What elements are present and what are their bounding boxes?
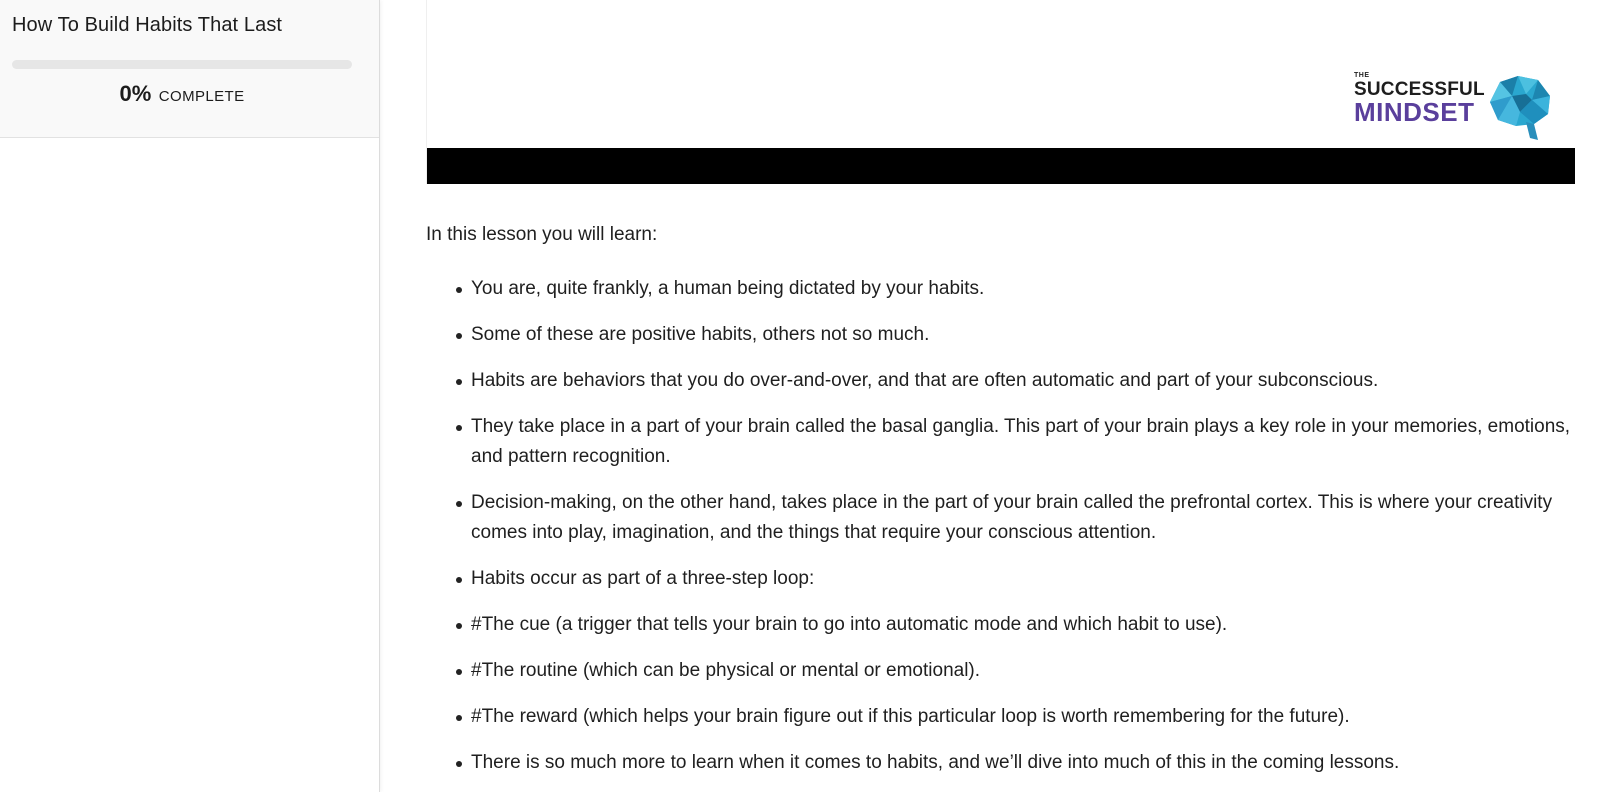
progress-label: [12, 81, 352, 107]
course-progress-header: [0, 0, 379, 138]
banner-black-bar: [427, 148, 1575, 184]
list-item: You are, quite frankly, a human being dictated by your habits.: [426, 274, 1586, 304]
list-item: There is so much more to learn when it comes to habits, and we’ll dive into much of this in the coming lessons.: [426, 748, 1586, 778]
list-item: #The reward (which helps your brain figure out if this particular loop is worth remembering for the future).: [426, 702, 1586, 732]
list-item: #The routine (which can be physical or mental or emotional).: [426, 656, 1586, 686]
list-item: They take place in a part of your brain called the basal ganglia. This part of your brain plays a key role in your memories, emotions, and pattern recognition.: [426, 412, 1586, 472]
list-item: Some of these are positive habits, others not so much.: [426, 320, 1586, 350]
lesson-intro: In this lesson you will learn:: [426, 224, 658, 245]
course-title[interactable]: How To Build Habits That Last: [12, 14, 283, 36]
list-item: Decision-making, on the other hand, takes place in the part of your brain called the prefrontal cortex. This is where your creativity comes into play, imagination, and the things that require your conscious attention.: [426, 488, 1586, 548]
logo-wordmark: [1354, 72, 1484, 125]
brain-icon: [1482, 72, 1554, 142]
list-item: Habits are behaviors that you do over-and-over, and that are often automatic and part of your subconscious.: [426, 366, 1586, 396]
successful-mindset-logo: [1354, 72, 1564, 142]
logo-mindset: MINDSET: [1354, 97, 1475, 127]
logo-successful: SUCCESSFUL: [1354, 79, 1485, 100]
course-sidebar: [0, 0, 380, 792]
logo-the: THE: [1354, 72, 1370, 79]
progress-bar: [12, 60, 352, 69]
lesson-banner: [426, 0, 1574, 184]
progress-percent: 0%: [119, 81, 152, 106]
lesson-content: [426, 0, 1574, 792]
learning-points-list: [426, 274, 1574, 778]
list-item: Habits occur as part of a three-step loop:: [426, 564, 1586, 594]
list-item: #The cue (a trigger that tells your brain to go into automatic mode and which habit to use).: [426, 610, 1586, 640]
progress-complete-label: COMPLETE: [158, 88, 245, 105]
lesson-text: [426, 184, 1574, 778]
